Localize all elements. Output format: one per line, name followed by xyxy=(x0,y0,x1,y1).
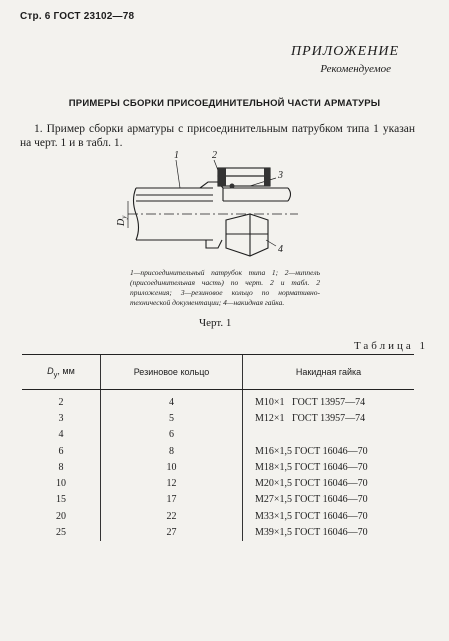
table-row xyxy=(22,427,414,443)
cell-nut: M27×1,5 ГОСТ 16046—70 xyxy=(243,492,415,508)
table-row xyxy=(22,394,414,410)
intro-paragraph: 1. Пример сборки арматуры с присоединительным патрубком типа 1 указан на черт. 1 и в табл. 1. xyxy=(20,123,415,149)
cell-dy: 4 xyxy=(58,429,64,441)
header-nut: Накидная гайка xyxy=(243,355,415,390)
header-ring: Резиновое кольцо xyxy=(101,355,243,390)
cell-ring: 6 xyxy=(101,427,243,443)
cell-nut: M16×1,5 ГОСТ 16046—70 xyxy=(243,443,415,459)
cell-nut: M20×1,5 ГОСТ 16046—70 xyxy=(243,475,415,491)
cell-nut: M33×1,5 ГОСТ 16046—70 xyxy=(243,508,415,524)
figure-caption: 1—присоединительный патрубок типа 1; 2—ниппель (присоединительная часть) по черт. 2 и табл. 2 приложения; 3—резиновое кольцо по нормативно-технической документации; 4—накидная гайка. xyxy=(130,268,320,307)
callout-4: 4 xyxy=(278,244,283,255)
cell-dy: 10 xyxy=(56,478,66,490)
callout-3: 3 xyxy=(278,170,283,181)
cell-nut: M18×1,5 ГОСТ 16046—70 xyxy=(243,459,415,475)
cell-ring: 4 xyxy=(101,394,243,410)
cell-dy: 8 xyxy=(58,461,64,473)
cell-dy: 3 xyxy=(58,412,64,424)
cell-dy: 25 xyxy=(56,527,66,539)
cell-ring: 27 xyxy=(101,524,243,540)
cell-ring: 8 xyxy=(101,443,243,459)
appendix-subtitle: Рекомендуемое xyxy=(320,63,391,75)
figure-label: Черт. 1 xyxy=(199,317,232,329)
cell-ring: 5 xyxy=(101,410,243,426)
table-label: Таблица 1 xyxy=(353,340,428,352)
table-row xyxy=(22,508,414,524)
table-row xyxy=(22,524,414,540)
cell-nut: M12×1 ГОСТ 13957—74 xyxy=(243,410,415,426)
appendix-title: ПРИЛОЖЕНИЕ xyxy=(291,44,399,59)
table-row xyxy=(22,492,414,508)
dimension-label: $D_y$ xyxy=(116,215,128,226)
cell-nut: M10×1 ГОСТ 13957—74 xyxy=(243,394,415,410)
page-header: Стр. 6 ГОСТ 23102—78 xyxy=(20,11,135,22)
header-dy: $D_y$, мм xyxy=(22,355,101,390)
table-row xyxy=(22,443,414,459)
assembly-drawing xyxy=(118,148,318,268)
cell-ring: 10 xyxy=(101,459,243,475)
cell-ring: 12 xyxy=(101,475,243,491)
cell-ring: 22 xyxy=(101,508,243,524)
cell-dy: 6 xyxy=(58,445,64,457)
data-table xyxy=(22,354,414,541)
callout-1: 1 xyxy=(174,150,179,161)
cell-nut xyxy=(243,427,415,443)
cell-dy: 20 xyxy=(56,510,66,522)
table-row xyxy=(22,410,414,426)
cell-ring: 17 xyxy=(101,492,243,508)
callout-2: 2 xyxy=(212,150,217,161)
section-title: ПРИМЕРЫ СБОРКИ ПРИСОЕДИНИТЕЛЬНОЙ ЧАСТИ АРМАТУРЫ xyxy=(68,98,381,109)
cell-dy: 2 xyxy=(58,396,64,408)
table-row xyxy=(22,459,414,475)
cell-nut: M39×1,5 ГОСТ 16046—70 xyxy=(243,524,415,540)
table-row xyxy=(22,475,414,491)
cell-dy: 15 xyxy=(56,494,66,506)
